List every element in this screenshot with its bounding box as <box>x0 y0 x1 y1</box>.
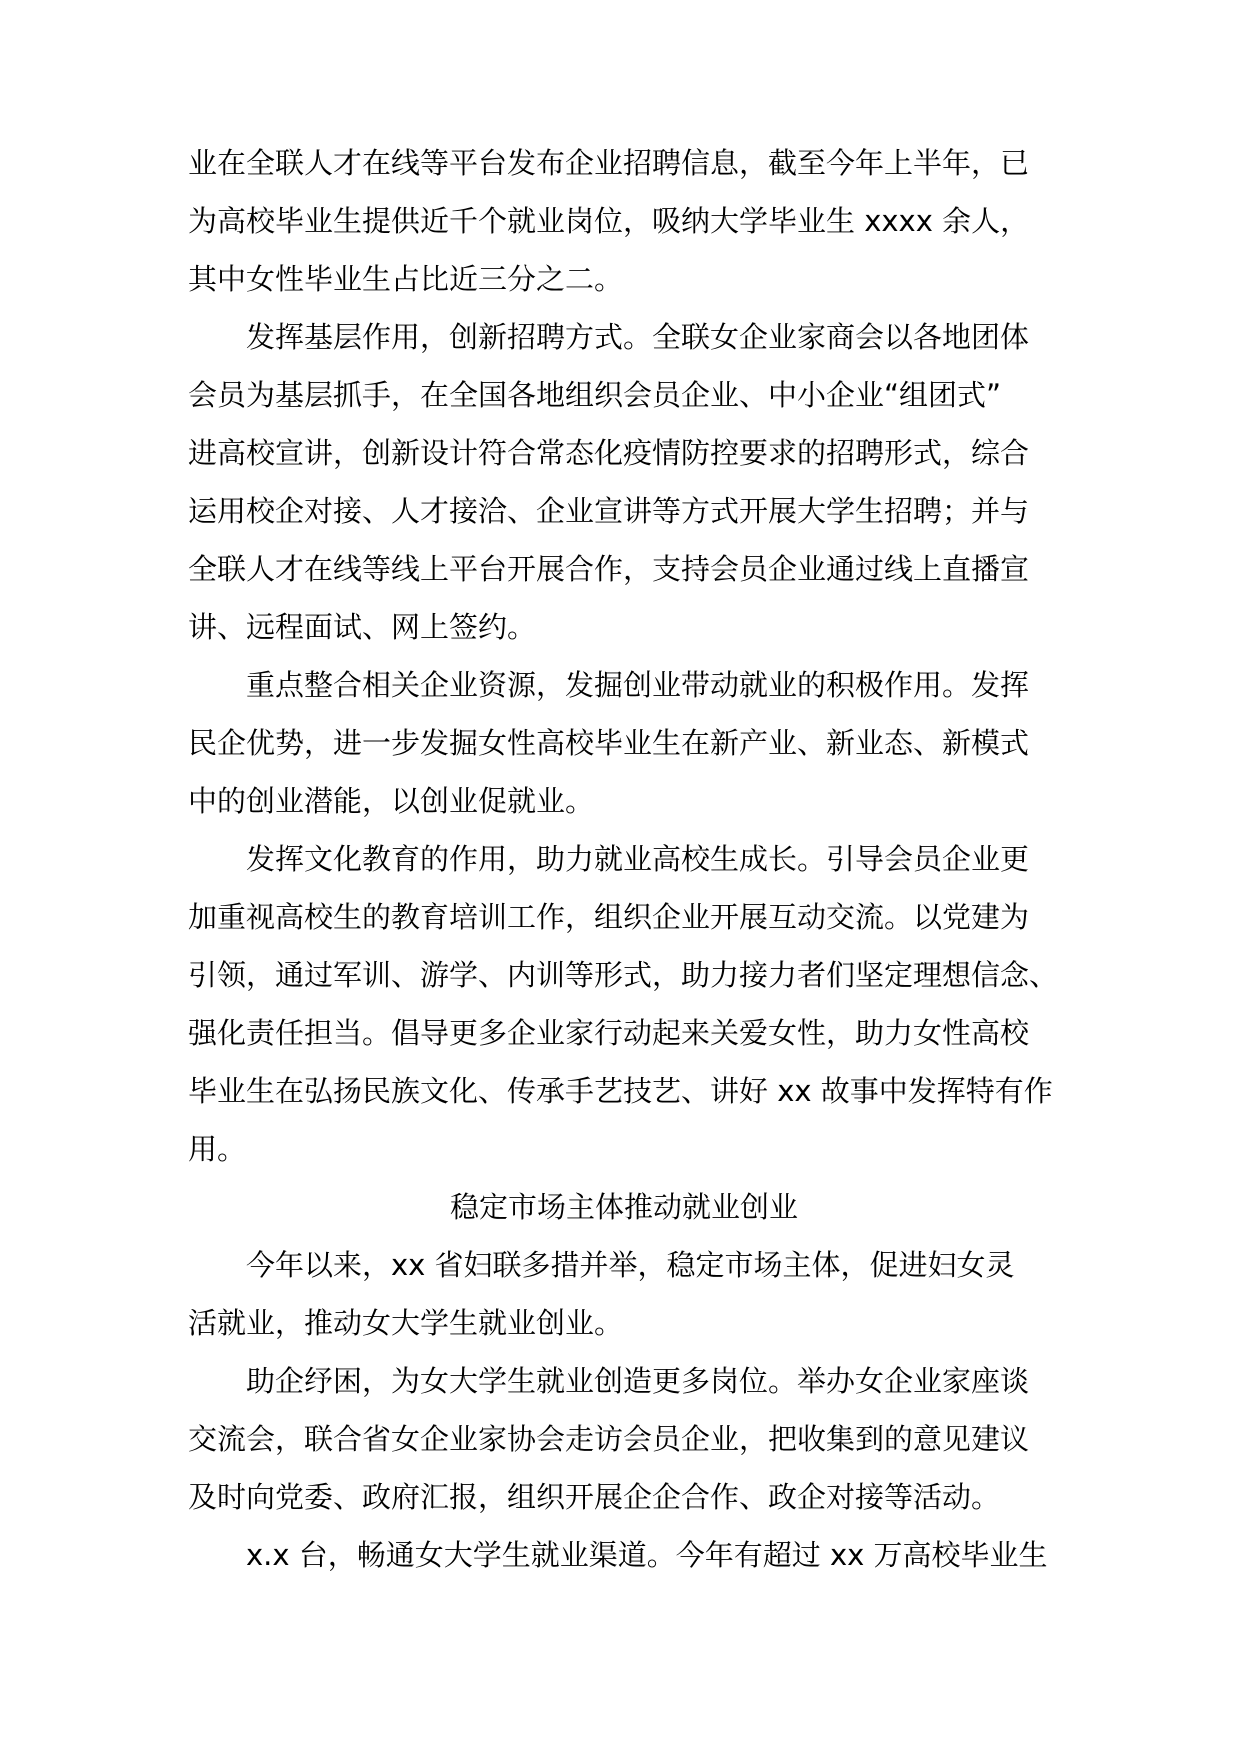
text-line: 稳定市场主体推动就业创业 <box>449 1190 798 1224</box>
text-line: 进高校宣讲，创新设计符合常态化疫情防控要求的招聘形式，综合 <box>188 436 1030 470</box>
text-line: 发挥基层作用，创新招聘方式。全联女企业家商会以各地团体 <box>246 320 1030 354</box>
body-paragraph <box>188 308 1060 656</box>
text-line: 民企优势，进一步发掘女性高校毕业生在新产业、新业态、新模式 <box>188 726 1030 760</box>
text-line: 运用校企对接、人才接洽、企业宣讲等方式开展大学生招聘；并与 <box>188 494 1030 528</box>
text-line: 今年以来，xx 省妇联多措并举，稳定市场主体，促进妇女灵 <box>246 1248 1015 1282</box>
text-line: 毕业生在弘扬民族文化、传承手艺技艺、讲好 xx 故事中发挥特有作 <box>188 1074 1053 1108</box>
body-paragraph <box>188 134 1060 308</box>
text-line: 会员为基层抓手，在全国各地组织会员企业、中小企业“组团式” <box>188 378 1002 412</box>
body-paragraph <box>188 830 1060 1178</box>
text-line: 全联人才在线等线上平台开展合作，支持会员企业通过线上直播宣 <box>188 552 1030 586</box>
text-line: 强化责任担当。倡导更多企业家行动起来关爱女性，助力女性高校 <box>188 1016 1030 1050</box>
text-line: 重点整合相关企业资源，发掘创业带动就业的积极作用。发挥 <box>246 668 1030 702</box>
body-paragraph <box>188 656 1060 830</box>
body-paragraph <box>188 1236 1060 1352</box>
document-body <box>188 134 1060 1584</box>
body-paragraph <box>188 1526 1060 1584</box>
body-paragraph <box>188 1352 1060 1526</box>
text-line: 为高校毕业生提供近千个就业岗位，吸纳大学毕业生 xxxx 余人， <box>188 204 1030 238</box>
section-heading <box>188 1178 1060 1236</box>
text-line: 助企纾困，为女大学生就业创造更多岗位。举办女企业家座谈 <box>246 1364 1030 1398</box>
text-line: 引领，通过军训、游学、内训等形式，助力接力者们坚定理想信念、 <box>188 958 1059 992</box>
text-line: 交流会，联合省女企业家协会走访会员企业，把收集到的意见建议 <box>188 1422 1030 1456</box>
text-line: 发挥文化教育的作用，助力就业高校生成长。引导会员企业更 <box>246 842 1030 876</box>
text-line: 用。 <box>188 1132 247 1166</box>
text-line: 其中女性毕业生占比近三分之二。 <box>188 262 624 296</box>
text-line: x.x 台，畅通女大学生就业渠道。今年有超过 xx 万高校毕业生 <box>246 1538 1048 1572</box>
text-line: 活就业，推动女大学生就业创业。 <box>188 1306 624 1340</box>
text-line: 讲、远程面试、网上签约。 <box>188 610 537 644</box>
text-line: 加重视高校生的教育培训工作，组织企业开展互动交流。以党建为 <box>188 900 1030 934</box>
text-line: 及时向党委、政府汇报，组织开展企企合作、政企对接等活动。 <box>188 1480 1001 1514</box>
text-line: 业在全联人才在线等平台发布企业招聘信息，截至今年上半年，已 <box>188 146 1030 180</box>
text-line: 中的创业潜能，以创业促就业。 <box>188 784 595 818</box>
